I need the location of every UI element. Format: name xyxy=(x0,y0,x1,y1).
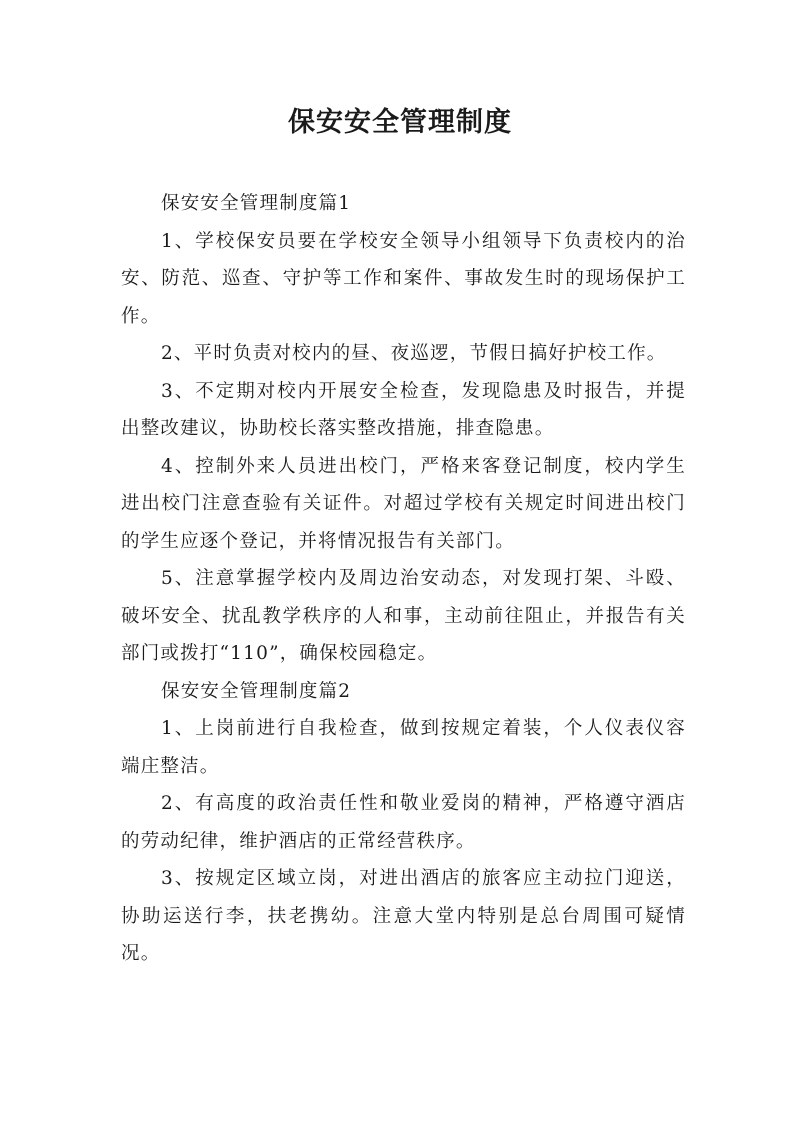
paragraph: 5、注意掌握学校内及周边治安动态，对发现打架、斗殴、破坏安全、扰乱教学秩序的人和事，主动前往阻止，并报告有关部门或拨打“110”，确保校园稳定。 xyxy=(121,568,686,664)
paragraph: 3、按规定区域立岗，对进出酒店的旅客应主动拉门迎送，协助运送行李，扶老携幼。注意大堂内特别是总台周围可疑情况。 xyxy=(121,868,686,964)
document-title: 保安安全管理制度 xyxy=(288,107,512,138)
section-heading: 保安安全管理制度篇2 xyxy=(161,680,352,702)
paragraph: 3、不定期对校内开展安全检查，发现隐患及时报告，并提出整改建议，协助校长落实整改措施，排查隐患。 xyxy=(121,380,686,439)
paragraph: 2、有高度的政治责任性和敬业爱岗的精神，严格遵守酒店的劳动纪律，维护酒店的正常经营秩序。 xyxy=(121,793,686,852)
paragraph: 2、平时负责对校内的昼、夜巡逻，节假日搞好护校工作。 xyxy=(161,343,667,364)
section-heading: 保安安全管理制度篇1 xyxy=(161,193,352,214)
paragraph: 4、控制外来人员进出校门，严格来客登记制度，校内学生进出校门注意查验有关证件。对超过学校有关规定时间进出校门的学生应逐个登记，并将情况报告有关部门。 xyxy=(121,455,686,552)
document-body xyxy=(121,185,686,973)
paragraph: 1、学校保安员要在学校安全领导小组领导下负责校内的治安、防范、巡查、守护等工作和案件、事故发生时的现场保护工作。 xyxy=(121,230,686,327)
paragraph: 1、上岗前进行自我检查，做到按规定着装，个人仪表仪容端庄整洁。 xyxy=(121,718,686,777)
